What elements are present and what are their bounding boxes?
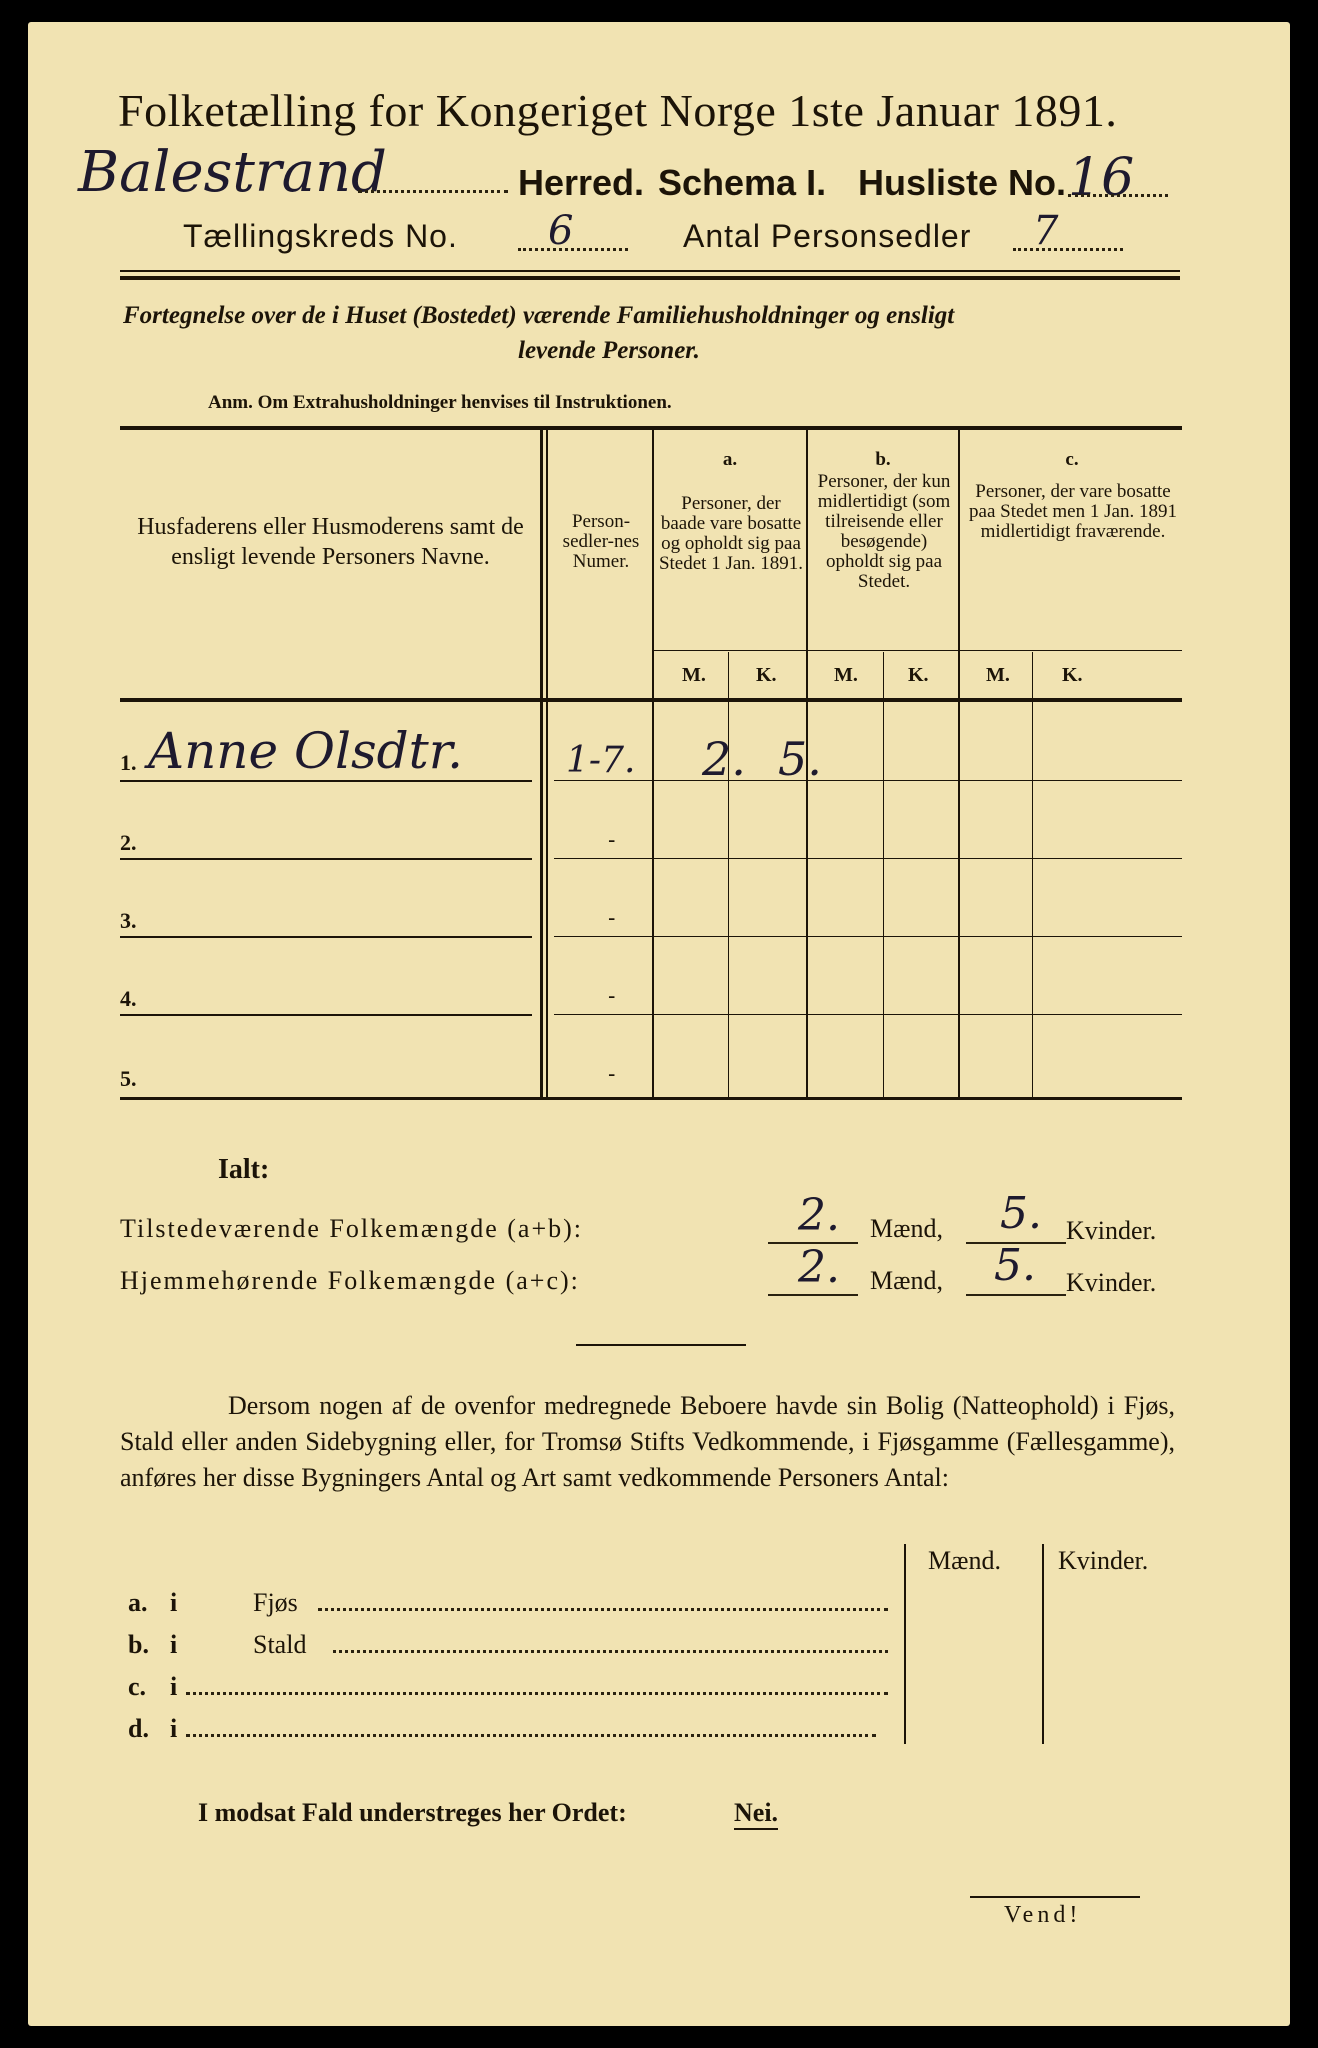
col-line-b bbox=[958, 430, 960, 1098]
col-c-header: Personer, der vare bosatte paa Stedet men 1 Jan. 1891 midlertidigt fraværende. bbox=[969, 481, 1177, 542]
col-b-letter: b. bbox=[875, 449, 891, 470]
herred-label: Herred. bbox=[518, 162, 645, 203]
item-a-label: Fjøs bbox=[253, 1588, 298, 1617]
col-line-am bbox=[728, 652, 729, 1098]
antal-leader bbox=[1013, 248, 1123, 251]
hjemme-maend: Mænd, bbox=[870, 1266, 943, 1295]
subtitle-line1: Fortegnelse over de i Huset (Bostedet) værende Familiehusholdninger og ensligt bbox=[123, 302, 955, 329]
antal-label: Antal Personsedler bbox=[683, 218, 972, 254]
item-a-prefix: i bbox=[170, 1588, 178, 1617]
row1-a-k: 5. bbox=[778, 732, 822, 786]
row2-line bbox=[120, 858, 532, 860]
hjemme-k-line bbox=[966, 1294, 1066, 1296]
row4-sedler: - bbox=[608, 984, 616, 1009]
col-line-num bbox=[652, 430, 654, 1098]
row1-sedler: 1-7. bbox=[566, 740, 636, 781]
divider-short bbox=[576, 1344, 746, 1346]
census-form bbox=[28, 22, 1290, 2026]
row3-line-right bbox=[554, 936, 1182, 937]
tilstede-k: 5. bbox=[1000, 1188, 1042, 1239]
table-bottom-rule bbox=[120, 1097, 1182, 1100]
ialt-label: Ialt: bbox=[218, 1154, 270, 1185]
row3-number: 3. bbox=[120, 908, 137, 933]
mk-rule bbox=[654, 650, 1182, 651]
col-name-header: Husfaderens eller Husmoderens samt de ensligt levende Personers Navne. bbox=[137, 514, 524, 570]
col-b-header: Personer, der kun midlertidigt (som tilreisende eller besøgende) opholdt sig paa Stedet. bbox=[817, 471, 951, 592]
col-line-cm bbox=[1032, 652, 1033, 1098]
buildings-col-line-2 bbox=[1042, 1544, 1044, 1744]
nei-word: Nei. bbox=[734, 1798, 778, 1830]
modsat-label: I modsat Fald understreges her Ordet: bbox=[198, 1798, 627, 1827]
schema-label: Schema I. bbox=[658, 162, 827, 203]
husliste-value: 16 bbox=[1068, 148, 1135, 208]
item-b-letter: b. bbox=[128, 1630, 149, 1659]
row4-line bbox=[120, 1014, 532, 1016]
row3-line bbox=[120, 936, 532, 938]
row3-sedler: - bbox=[608, 906, 616, 931]
husliste-leader bbox=[1068, 194, 1168, 197]
buildings-col-line-1 bbox=[904, 1544, 906, 1744]
hjemme-m-line bbox=[768, 1294, 858, 1296]
row5-number: 5. bbox=[120, 1066, 137, 1091]
row1-a-m: 2. bbox=[702, 732, 746, 786]
item-b-leader bbox=[333, 1650, 888, 1653]
col-num-header: Person-sedler-nes Numer. bbox=[562, 511, 640, 572]
row4-number: 4. bbox=[120, 986, 137, 1011]
b-m-label: M. bbox=[834, 664, 858, 686]
b-k-label: K. bbox=[908, 664, 929, 686]
col-c-letter: c. bbox=[1065, 449, 1079, 470]
subtitle-note: Anm. Om Extrahusholdninger henvises til Instruktionen. bbox=[208, 392, 672, 413]
item-d-prefix: i bbox=[170, 1714, 178, 1743]
row5-sedler: - bbox=[608, 1062, 616, 1087]
tilstede-label: Tilstedeværende Folkemængde (a+b): bbox=[120, 1214, 583, 1243]
col-line-name bbox=[540, 430, 543, 1098]
a-k-label: K. bbox=[756, 664, 777, 686]
item-a-letter: a. bbox=[128, 1588, 148, 1617]
kreds-value: 6 bbox=[548, 208, 574, 254]
buildings-kvinder-header: Kvinder. bbox=[1058, 1546, 1149, 1575]
hjemme-k: 5. bbox=[994, 1240, 1036, 1291]
antal-value: 7 bbox=[1033, 208, 1059, 254]
rule-top-thick bbox=[120, 276, 1180, 280]
hjemme-kvinder: Kvinder. bbox=[1066, 1268, 1157, 1297]
row2-line-right bbox=[554, 858, 1182, 859]
kreds-label: Tællingskreds No. bbox=[183, 218, 458, 254]
herred-value: Balestrand bbox=[78, 140, 387, 205]
row2-sedler: - bbox=[608, 828, 616, 853]
row1-name: Anne Olsdtr. bbox=[148, 722, 464, 780]
col-a-letter: a. bbox=[722, 449, 738, 470]
rule-top-thin bbox=[120, 270, 1180, 272]
item-b-label: Stald bbox=[253, 1630, 307, 1659]
subtitle-line2: levende Personer. bbox=[518, 337, 700, 364]
tilstede-maend: Mænd, bbox=[870, 1214, 943, 1243]
husliste-label: Husliste No. bbox=[858, 162, 1067, 203]
row1-number: 1. bbox=[120, 750, 137, 775]
row4-line-right bbox=[554, 1014, 1182, 1015]
c-m-label: M. bbox=[986, 664, 1010, 686]
item-c-prefix: i bbox=[170, 1672, 178, 1701]
herred-leader bbox=[358, 190, 508, 193]
tilstede-kvinder: Kvinder. bbox=[1066, 1216, 1157, 1245]
item-d-leader bbox=[186, 1734, 876, 1737]
item-c-leader bbox=[186, 1692, 888, 1695]
tilstede-m: 2. bbox=[798, 1190, 840, 1241]
vend-rule bbox=[970, 1896, 1140, 1898]
item-b-prefix: i bbox=[170, 1630, 178, 1659]
hjemme-m: 2. bbox=[798, 1242, 840, 1293]
col-line-name-2 bbox=[546, 430, 548, 1098]
a-m-label: M. bbox=[682, 664, 706, 686]
c-k-label: K. bbox=[1062, 664, 1083, 686]
col-line-bm bbox=[883, 652, 884, 1098]
col-a-header: Personer, der baade vare bosatte og opholdt sig paa Stedet 1 Jan. 1891. bbox=[658, 493, 804, 574]
table-header-rule bbox=[120, 698, 1182, 702]
buildings-maend-header: Mænd. bbox=[928, 1546, 1001, 1575]
buildings-paragraph: Dersom nogen af de ovenfor medregnede Beboere havde sin Bolig (Natteophold) i Fjøs, Stald eller anden Sidebygning eller, for Tromsø Stifts Vedkommende, i Fjøsgamme (Fællesgamme), anføres her disse Bygningers Antal og Art samt vedkommende Personers Antal: bbox=[120, 1391, 1175, 1492]
row1-line bbox=[120, 780, 532, 782]
table-top-rule bbox=[120, 426, 1182, 430]
vend-label: Vend! bbox=[1004, 1902, 1082, 1928]
form-title: Folketælling for Kongeriget Norge 1ste Januar 1891. bbox=[118, 85, 1118, 136]
row1-line-right bbox=[554, 780, 1182, 781]
item-a-leader bbox=[318, 1608, 888, 1611]
item-c-letter: c. bbox=[128, 1672, 147, 1701]
row2-number: 2. bbox=[120, 830, 137, 855]
item-d-letter: d. bbox=[128, 1714, 149, 1743]
hjemme-label: Hjemmehørende Folkemængde (a+c): bbox=[120, 1266, 580, 1295]
